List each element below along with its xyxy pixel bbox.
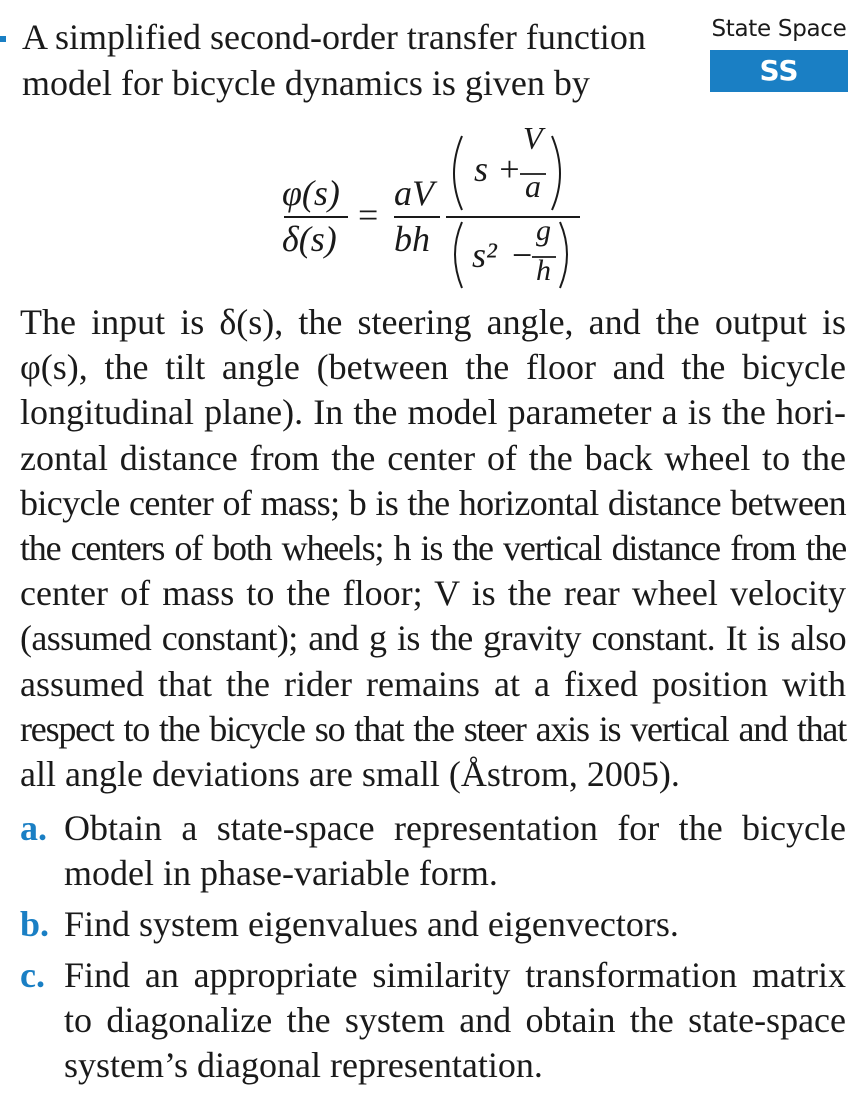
problem-description: [20, 300, 846, 797]
coef-numerator: aV: [394, 173, 434, 213]
question-b: [20, 902, 846, 947]
den-right-paren: [560, 222, 567, 288]
question-line: Obtain a state-space representation for the bicycle: [64, 808, 846, 848]
equals-sign: =: [358, 195, 379, 235]
den-minus: −: [512, 235, 533, 275]
num-left-paren: [454, 136, 462, 210]
paragraph-line: φ(s), the tilt angle (between the floor and the bicycle: [20, 347, 846, 388]
topic-tag-code: SS: [710, 50, 848, 92]
paragraph-line: all angle deviations are small (Åstrom, 2005).: [20, 754, 680, 795]
question-letter: b.: [20, 904, 50, 944]
den-s2-term: s²: [472, 235, 497, 275]
problem-intro: [22, 14, 682, 106]
question-line: model in phase-variable form.: [64, 853, 498, 893]
paragraph-line: respect to the bicycle so that the steer axis is vertical and that: [20, 708, 846, 749]
den-frac-numerator: g: [536, 214, 551, 247]
paragraph-line: The input is δ(s), the steering angle, and the output is: [20, 302, 846, 342]
num-frac-denominator: a: [525, 168, 541, 204]
question-a: [20, 806, 846, 896]
paragraph-line: bicycle center of mass; b is the horizontal distance between: [20, 482, 846, 523]
paragraph-line: (assumed constant); and g is the gravity constant. It is also: [20, 618, 846, 659]
paragraph-line: longitudinal plane). In the model parameter a is the hori-: [20, 392, 846, 433]
question-line: system’s diagonal representation.: [64, 1045, 543, 1085]
transfer-function-equation: [280, 118, 640, 308]
question-letter: c.: [20, 955, 45, 995]
paragraph-line: the centers of both wheels; h is the vertical distance from the: [20, 528, 846, 569]
lhs-numerator: φ(s): [282, 173, 340, 213]
den-left-paren: [455, 222, 462, 288]
coef-denominator: bh: [394, 219, 430, 259]
topic-tag: [710, 16, 848, 92]
num-right-paren: [552, 136, 560, 210]
num-frac-numerator: V: [523, 120, 543, 156]
question-line: to diagonalize the system and obtain the state-space: [64, 1000, 846, 1040]
num-s-term: s +: [474, 149, 522, 189]
question-c: [20, 953, 846, 1088]
intro-line: model for bicycle dynamics is given by: [22, 63, 590, 103]
question-letter: a.: [20, 808, 47, 848]
paragraph-line: assumed that the rider remains at a fixed position with: [20, 663, 846, 704]
question-line: Find an appropriate similarity transformation matrix: [64, 955, 846, 995]
intro-line: A simplified second-order transfer function: [22, 17, 646, 57]
paragraph-line: center of mass to the floor; V is the rear wheel velocity: [20, 573, 846, 614]
question-list: [20, 806, 846, 1094]
lhs-denominator: δ(s): [282, 219, 337, 259]
den-frac-denominator: h: [536, 254, 551, 287]
question-line: Find system eigenvalues and eigenvectors.: [64, 904, 679, 944]
problem-marker: [0, 36, 6, 42]
paragraph-line: zontal distance from the center of the back wheel to the: [20, 437, 846, 478]
topic-tag-label: State Space: [711, 16, 847, 42]
